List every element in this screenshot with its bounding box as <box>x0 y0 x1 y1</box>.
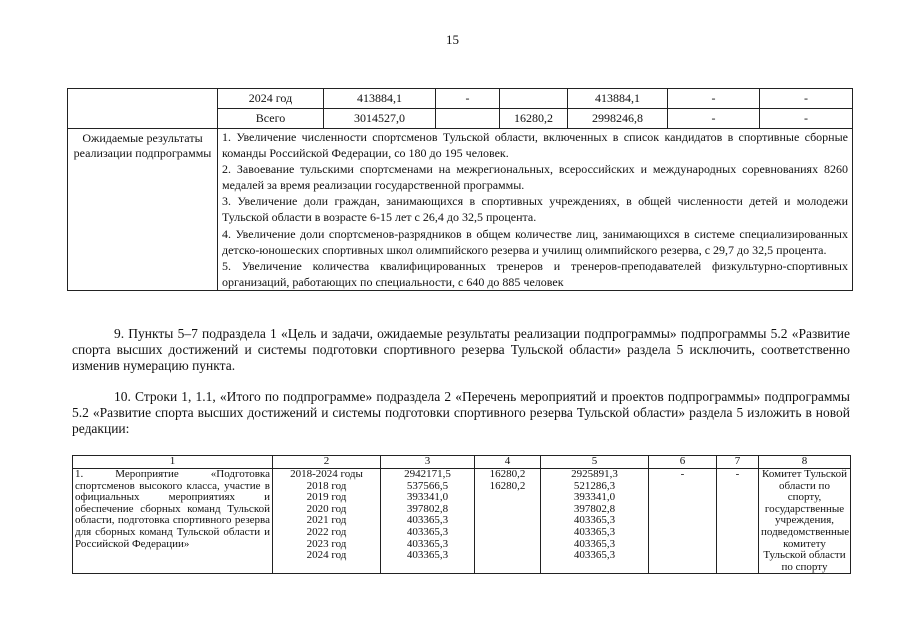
column-header: 1 <box>73 456 273 469</box>
paragraph-9: 9. Пункты 5–7 подраздела 1 «Цель и задачи, ожидаемые результаты реализации подпрограммы» подпрограммы 5.2 «Развитие спорта высших достижений и системы подготовки спортивного резерва Тульской области» раздела 5 исключить, соответственно изменив нумерацию пункта. <box>72 326 850 373</box>
col3-values: 2942171,5 537566,5 393341,0 397802,8 403365,3 403365,3 403365,3 403365,3 <box>381 469 475 574</box>
result-item: 4. Увеличение доли спортсменов-разрядников в общем количестве лиц, занимающихся в системе специализированных детско-юношеских спортивных школ олимпийского резерва и училищ олимпийского резерва, с 29,7 до 32,5 процента. <box>222 226 848 257</box>
year-cell: 2024 год <box>218 89 324 109</box>
result-item: 3. Увеличение доли граждан, занимающихся в спортивных учреждениях, в общей численности детей и молодежи Тульской области в возрасте 6-15 лет с 26,4 до 32,5 процента. <box>222 194 848 225</box>
col4-values: 16280,2 16280,2 <box>475 469 541 574</box>
results-label: Ожидаемые результаты реализации подпрограммы <box>68 129 218 291</box>
page-number: 15 <box>446 32 459 47</box>
col7-value: - <box>717 469 759 574</box>
activities-table <box>72 455 851 574</box>
executor: Комитет Тульской области по спорту, государственные учреждения, подведомственные комитету Тульской области по спорту <box>759 469 851 574</box>
table-row <box>73 469 851 574</box>
table-row: 2024 год 413884,1 - 413884,1 - - <box>68 89 853 109</box>
column-header: 4 <box>475 456 541 469</box>
year-cell: Всего <box>218 109 324 129</box>
column-header: 6 <box>649 456 717 469</box>
result-item: 1. Увеличение численности спортсменов Тульской области, включенных в список кандидатов в спортивные сборные команды Российской Федерации, со 180 до 195 человек. <box>222 130 848 161</box>
table-row: Всего 3014527,0 16280,2 2998246,8 - - <box>68 109 853 129</box>
results-list <box>218 129 853 291</box>
years-column: 2018-2024 годы 2018 год 2019 год 2020 год 2021 год 2022 год 2023 год 2024 год <box>273 469 381 574</box>
table-header-row <box>73 456 851 469</box>
result-item: 5. Увеличение количества квалифицированных тренеров и тренеров-преподавателей физкультурно-спортивных организаций, работающих по специальности, с 640 до 885 человек <box>222 258 848 289</box>
activity-name: 1. Мероприятие «Подготовка спортсменов высокого класса, участие в официальных мероприятиях и обеспечение сборных команд Тульской области, подготовка спортивного резерва для сборных команд Тульской области и Российской Федерации» <box>73 469 273 574</box>
funding-table <box>67 88 853 291</box>
column-header: 7 <box>717 456 759 469</box>
column-header: 2 <box>273 456 381 469</box>
paragraph-10: 10. Строки 1, 1.1, «Итого по подпрограмме» подраздела 2 «Перечень мероприятий и проектов подпрограммы» подпрограммы 5.2 «Развитие спорта высших достижений и системы подготовки спортивного резерва Тульской области» раздела 5 изложить в новой редакции: <box>72 389 850 436</box>
column-header: 5 <box>541 456 649 469</box>
col5-values: 2925891,3 521286,3 393341,0 397802,8 403365,3 403365,3 403365,3 403365,3 <box>541 469 649 574</box>
column-header: 3 <box>381 456 475 469</box>
results-row <box>68 129 853 291</box>
column-header: 8 <box>759 456 851 469</box>
result-item: 2. Завоевание тульскими спортсменами на межрегиональных, всероссийских и международных соревнованиях 8260 медалей за время реализации государственной программы. <box>222 162 848 193</box>
col6-value: - <box>649 469 717 574</box>
